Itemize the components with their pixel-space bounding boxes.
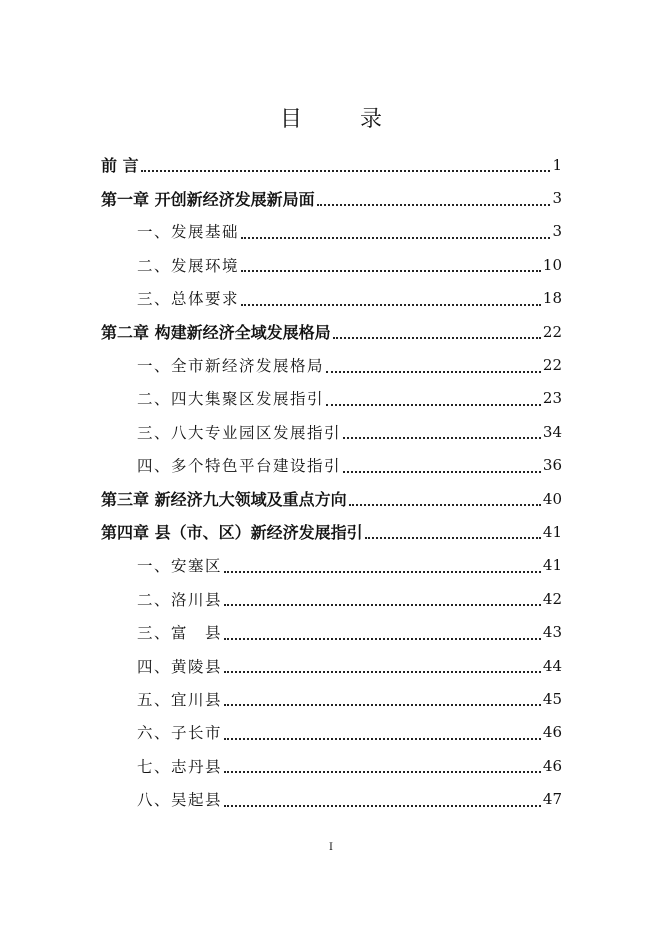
toc-entry-title: 四、多个特色平台建设指引 (137, 457, 342, 476)
dot-leader (224, 804, 541, 807)
table-of-contents (101, 148, 562, 816)
toc-entry-title: 三、八大专业园区发展指引 (137, 423, 342, 442)
toc-entry-page-number: 22 (542, 356, 562, 375)
toc-entry-page-number: 41 (542, 522, 562, 541)
toc-entry-page-number: 43 (542, 623, 562, 642)
toc-section-entry[interactable] (101, 348, 562, 381)
toc-chapter-entry[interactable] (101, 315, 562, 348)
toc-entry-title: 二、洛川县 (137, 590, 223, 609)
toc-entry-page-number: 46 (542, 756, 562, 775)
toc-entry-page-number: 47 (542, 790, 562, 809)
dot-leader (365, 536, 541, 539)
toc-entry-title: 二、四大集聚区发展指引 (137, 390, 325, 409)
toc-entry-title: 第四章 县（市、区）新经济发展指引 (101, 523, 363, 543)
dot-leader (343, 470, 541, 473)
toc-entry-title: 第二章 构建新经济全域发展格局 (101, 323, 331, 343)
toc-entry-page-number: 41 (542, 556, 562, 575)
page-number: I (329, 842, 333, 853)
dot-leader (326, 370, 541, 373)
toc-section-entry[interactable] (101, 215, 562, 248)
toc-entry-title: 二、发展环境 (137, 256, 240, 275)
dot-leader (241, 236, 550, 239)
toc-section-entry[interactable] (101, 248, 562, 281)
toc-entry-title: 八、吴起县 (137, 791, 223, 810)
toc-section-entry[interactable] (101, 449, 562, 482)
dot-leader (224, 737, 541, 740)
toc-entry-page-number: 40 (542, 489, 562, 508)
dot-leader (224, 603, 541, 606)
toc-section-entry[interactable] (101, 549, 562, 582)
toc-section-entry[interactable] (101, 415, 562, 448)
toc-section-entry[interactable] (101, 282, 562, 315)
dot-leader (224, 670, 541, 673)
toc-entry-title: 六、子长市 (137, 724, 223, 743)
toc-entry-title: 三、富 县 (137, 624, 223, 643)
dot-leader (333, 336, 541, 339)
toc-entry-page-number: 34 (542, 422, 562, 441)
toc-entry-page-number: 36 (542, 456, 562, 475)
toc-entry-title: 七、志丹县 (137, 757, 223, 776)
toc-entry-page-number: 3 (552, 189, 562, 208)
dot-leader (224, 770, 541, 773)
toc-entry-title: 一、发展基础 (137, 223, 240, 242)
toc-chapter-entry[interactable] (101, 482, 562, 515)
dot-leader (349, 503, 541, 506)
toc-entry-page-number: 42 (542, 589, 562, 608)
toc-entry-page-number: 46 (542, 723, 562, 742)
toc-section-entry[interactable] (101, 682, 562, 715)
toc-entry-title: 一、全市新经济发展格局 (137, 357, 325, 376)
toc-entry-title: 前 言 (101, 156, 139, 176)
dot-leader (241, 303, 541, 306)
toc-section-entry[interactable] (101, 582, 562, 615)
toc-entry-page-number: 3 (552, 222, 562, 241)
toc-entry-page-number: 18 (542, 289, 562, 308)
toc-section-entry[interactable] (101, 782, 562, 815)
toc-chapter-entry[interactable] (101, 181, 562, 214)
toc-entry-title: 四、黄陵县 (137, 657, 223, 676)
toc-entry-page-number: 22 (542, 322, 562, 341)
dot-leader (141, 169, 551, 172)
toc-entry-page-number: 23 (542, 389, 562, 408)
dot-leader (326, 403, 541, 406)
toc-entry-title: 一、安塞区 (137, 557, 223, 576)
toc-section-entry[interactable] (101, 716, 562, 749)
toc-entry-page-number: 1 (552, 155, 562, 174)
toc-section-entry[interactable] (101, 382, 562, 415)
toc-section-entry[interactable] (101, 649, 562, 682)
toc-entry-title: 第三章 新经济九大领域及重点方向 (101, 490, 347, 510)
dot-leader (317, 203, 551, 206)
toc-entry-page-number: 44 (542, 656, 562, 675)
toc-section-entry[interactable] (101, 615, 562, 648)
page-title: 目 录 (279, 107, 400, 132)
dot-leader (224, 703, 541, 706)
toc-chapter-entry[interactable] (101, 515, 562, 548)
dot-leader (224, 570, 541, 573)
toc-entry-title: 五、宜川县 (137, 690, 223, 709)
toc-section-entry[interactable] (101, 749, 562, 782)
toc-entry-title: 第一章 开创新经济发展新局面 (101, 189, 315, 209)
dot-leader (343, 436, 541, 439)
dot-leader (224, 637, 541, 640)
dot-leader (241, 269, 541, 272)
toc-entry-page-number: 45 (542, 689, 562, 708)
toc-entry-page-number: 10 (542, 255, 562, 274)
toc-entry-title: 三、总体要求 (137, 290, 240, 309)
toc-chapter-entry[interactable] (101, 148, 562, 181)
